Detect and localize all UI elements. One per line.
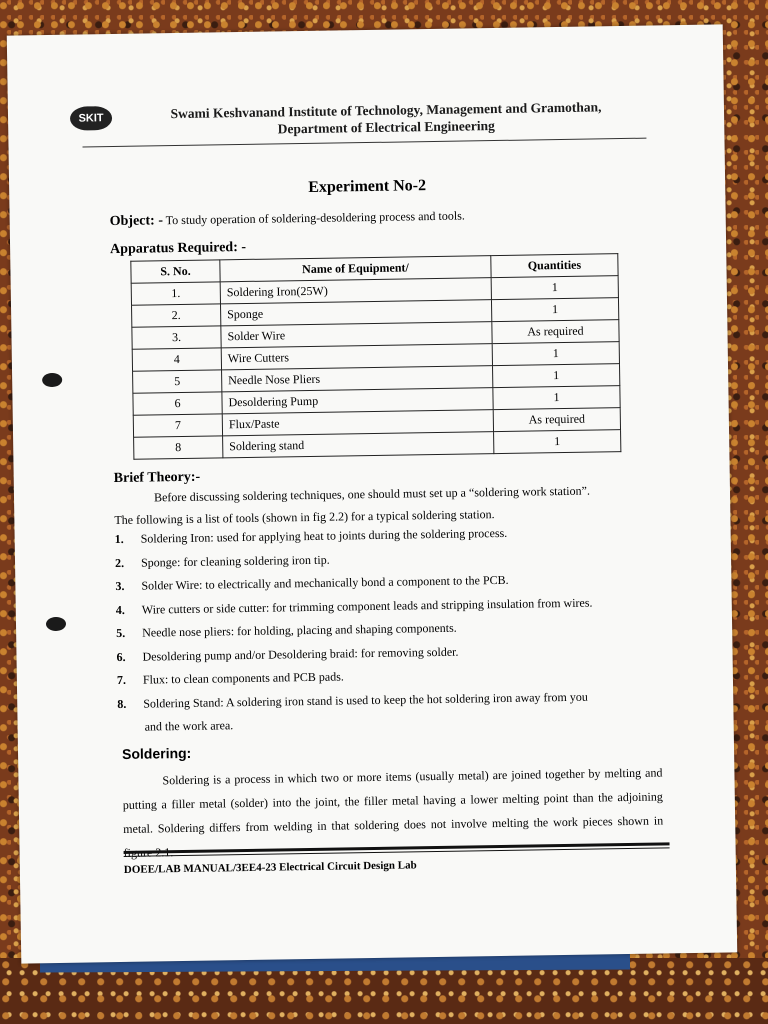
col-sno: S. No. <box>131 260 220 283</box>
item-8-continuation: and the work area. <box>144 718 234 734</box>
institute-logo: SKIT <box>70 106 112 131</box>
footer-text: DOEE/LAB MANUAL/3EE4-23 Electrical Circuit Design Lab <box>123 859 417 876</box>
col-name: Name of Equipment/ <box>220 256 491 282</box>
institute-header <box>136 98 636 140</box>
item-number: 4. <box>115 602 125 617</box>
theory-intro-1: Before discussing soldering techniques, one should must set up a “soldering work station”. <box>153 483 591 505</box>
object-line <box>110 209 465 231</box>
cell-name: Solder Wire <box>221 322 492 348</box>
cell-qty: 1 <box>491 298 618 322</box>
item-text: Wire cutters or side cutter: for trimming component leads and stripping insulation from wires. <box>141 595 593 617</box>
item-number: 6. <box>116 649 126 664</box>
cell-name: Desoldering Pump <box>222 388 493 414</box>
tool-list <box>115 524 658 720</box>
punch-hole-top <box>42 373 62 387</box>
col-qty: Quantities <box>491 254 618 278</box>
experiment-title: Experiment No-2 <box>308 177 427 196</box>
item-number: 7. <box>116 672 126 688</box>
soldering-paragraph: Soldering is a process in which two or more items (usually metal) are joined together by melting and putting a filler metal (solder) into the joint, the filler metal having a lower melting point than the adjoining metal. Soldering differs from welding in that soldering does not involve melting the work pieces shown in <box>122 765 664 836</box>
institute-name: Swami Keshvanand Institute of Technology, Management and Gramothan, <box>170 99 602 122</box>
cell-qty: 1 <box>493 386 620 410</box>
cell-sno: 3. <box>132 326 221 349</box>
theory-intro-2: The following is a list of tools (shown in fig 2.2) for a typical soldering station. <box>114 507 495 528</box>
cell-qty: 1 <box>494 430 621 454</box>
cell-sno: 7 <box>133 414 222 437</box>
cell-sno: 8 <box>134 436 223 459</box>
cell-qty: As required <box>492 320 619 344</box>
object-text: To study operation of soldering-desoldering process and tools. <box>165 208 465 228</box>
item-number: 3. <box>115 578 125 594</box>
cell-sno: 1. <box>131 282 220 305</box>
item-text: Sponge: for cleaning soldering iron tip. <box>140 552 330 570</box>
item-number: 2. <box>114 555 125 570</box>
document-page <box>7 24 737 963</box>
item-text: Soldering Stand: A soldering iron stand is used to keep the hot soldering iron away from you <box>143 689 588 711</box>
cell-sno: 4 <box>132 348 221 371</box>
cell-sno: 6 <box>133 392 222 415</box>
cell-name: Soldering Iron(25W) <box>220 278 491 304</box>
item-number: 1. <box>114 531 124 547</box>
cell-qty: As required <box>493 408 620 432</box>
item-number: 8. <box>117 696 127 711</box>
theory-heading: Brief Theory:- <box>113 469 201 487</box>
punch-hole-bottom <box>46 617 66 631</box>
cell-sno: 2. <box>132 304 221 327</box>
cell-name: Wire Cutters <box>221 344 492 370</box>
cell-qty: 1 <box>492 342 619 366</box>
cell-name: Sponge <box>220 300 491 326</box>
cell-sno: 5 <box>133 370 222 393</box>
cell-qty: 1 <box>491 276 618 300</box>
item-text: Needle nose pliers: for holding, placing and shaping components. <box>142 620 457 640</box>
object-label: Object: - <box>109 213 164 230</box>
department-name: Department of Electrical Engineering <box>277 118 495 137</box>
cell-name: Flux/Paste <box>222 410 493 436</box>
cell-qty: 1 <box>492 364 619 388</box>
item-text: Desoldering pump and/or Desoldering braid: for removing solder. <box>142 644 459 664</box>
item-text: Solder Wire: to electrically and mechanically bond a component to the PCB. <box>141 572 509 593</box>
apparatus-table <box>130 253 621 460</box>
item-text: Flux: to clean components and PCB pads. <box>142 669 344 687</box>
cell-name: Soldering stand <box>223 432 494 458</box>
cell-name: Needle Nose Pliers <box>222 366 493 392</box>
item-number: 5. <box>116 625 126 641</box>
soldering-heading: Soldering: <box>121 744 192 762</box>
item-text: Soldering Iron: used for applying heat to joints during the soldering process. <box>140 525 508 546</box>
apparatus-heading: Apparatus Required: - <box>110 239 247 258</box>
